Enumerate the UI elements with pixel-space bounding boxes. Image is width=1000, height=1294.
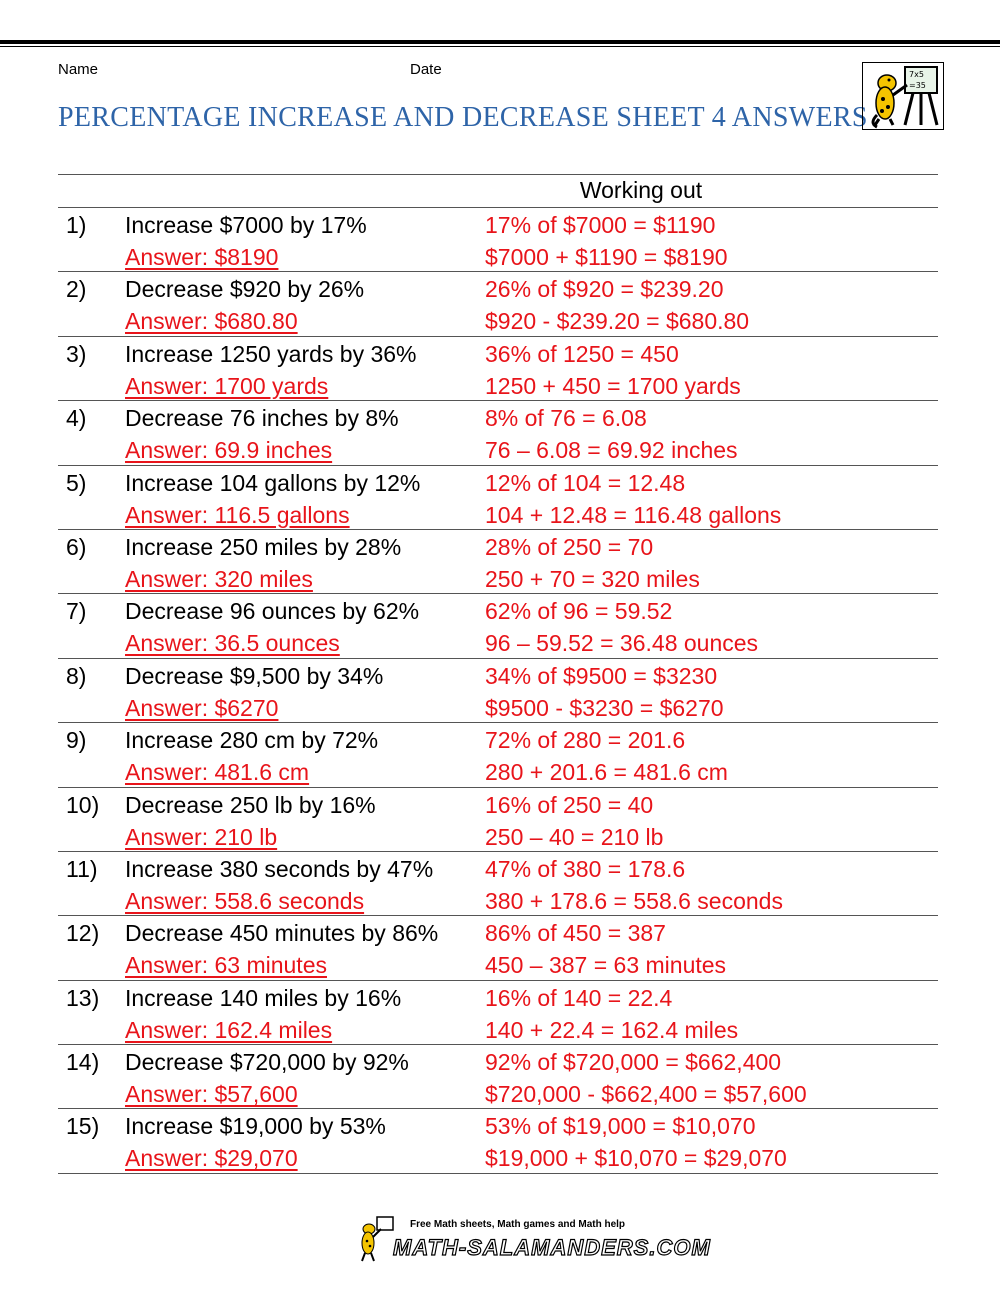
working-line-2: $19,000 + $10,070 = $29,070 bbox=[485, 1145, 787, 1172]
working-line-1: 16% of 140 = 22.4 bbox=[485, 984, 673, 1011]
question-text: Decrease $920 by 26% bbox=[125, 276, 365, 303]
question-text: Decrease 96 ounces by 62% bbox=[125, 598, 420, 625]
question-text: Decrease $720,000 by 92% bbox=[125, 1049, 409, 1076]
footer-brand: MATH-SALAMANDERS.COM bbox=[393, 1235, 711, 1260]
table-rows bbox=[58, 208, 938, 1174]
working-line-1: 17% of $7000 = $1190 bbox=[485, 212, 716, 238]
table-row bbox=[58, 594, 938, 658]
answer-text: Answer: 162.4 miles bbox=[125, 1016, 333, 1043]
answer-text: Answer: $8190 bbox=[125, 244, 279, 270]
question-number: 5) bbox=[66, 469, 87, 496]
date-label: Date bbox=[410, 61, 442, 78]
table-row bbox=[58, 1109, 938, 1173]
question-text: Increase 250 miles by 28% bbox=[125, 533, 402, 560]
working-line-2: 140 + 22.4 = 162.4 miles bbox=[485, 1016, 739, 1043]
footer-tagline: Free Math sheets, Math games and Math help bbox=[410, 1219, 626, 1230]
question-text: Increase 104 gallons by 12% bbox=[125, 469, 421, 496]
question-number: 3) bbox=[66, 340, 87, 367]
salamander-logo bbox=[862, 62, 944, 130]
name-label: Name bbox=[58, 61, 99, 78]
working-line-1: 26% of $920 = $239.20 bbox=[485, 276, 724, 303]
footer-salamander-icon bbox=[355, 1215, 395, 1263]
table-row bbox=[58, 916, 938, 980]
working-line-1: 36% of 1250 = 450 bbox=[485, 340, 679, 367]
answer-text: Answer: 1700 yards bbox=[125, 372, 329, 399]
question-text: Increase 280 cm by 72% bbox=[125, 727, 379, 754]
footer-logo bbox=[355, 1215, 711, 1265]
question-text: Decrease 250 lb by 16% bbox=[125, 791, 376, 818]
answer-text: Answer: 481.6 cm bbox=[125, 759, 310, 786]
working-line-2: 280 + 201.6 = 481.6 cm bbox=[485, 759, 728, 786]
table-row bbox=[58, 401, 938, 465]
question-text: Decrease 450 minutes by 86% bbox=[125, 920, 439, 947]
working-line-2: 380 + 178.6 = 558.6 seconds bbox=[485, 887, 783, 914]
answer-text: Answer: 320 miles bbox=[125, 565, 313, 592]
working-line-2: 250 + 70 = 320 miles bbox=[485, 565, 700, 592]
svg-text:=35: =35 bbox=[909, 81, 926, 90]
working-line-1: 16% of 250 = 40 bbox=[485, 791, 654, 818]
question-number: 6) bbox=[66, 533, 87, 560]
question-number: 7) bbox=[66, 598, 87, 625]
question-number: 10) bbox=[66, 791, 100, 818]
table-row bbox=[58, 723, 938, 787]
working-line-1: 8% of 76 = 6.08 bbox=[485, 405, 647, 432]
svg-text:7x5: 7x5 bbox=[909, 70, 924, 79]
working-line-1: 86% of 450 = 387 bbox=[485, 920, 666, 947]
table-row bbox=[58, 466, 938, 530]
working-line-2: 450 – 387 = 63 minutes bbox=[485, 952, 727, 979]
working-line-2: $9500 - $3230 = $6270 bbox=[485, 694, 724, 721]
question-number: 13) bbox=[66, 984, 100, 1011]
answer-text: Answer: 63 minutes bbox=[125, 952, 327, 979]
working-line-2: 1250 + 450 = 1700 yards bbox=[485, 372, 741, 399]
working-line-2: 76 – 6.08 = 69.92 inches bbox=[485, 437, 738, 464]
working-line-1: 47% of 380 = 178.6 bbox=[485, 855, 686, 882]
answer-text: Answer: 210 lb bbox=[125, 823, 278, 850]
working-line-1: 34% of $9500 = $3230 bbox=[485, 662, 718, 689]
table-row bbox=[58, 788, 938, 852]
question-number: 11) bbox=[66, 855, 98, 882]
top-rule-thin bbox=[0, 46, 1000, 47]
table-row bbox=[58, 272, 938, 336]
answer-text: Answer: 116.5 gallons bbox=[125, 501, 350, 528]
working-line-2: $7000 + $1190 = $8190 bbox=[485, 244, 728, 270]
answer-text: Answer: $57,600 bbox=[125, 1081, 298, 1108]
table-row bbox=[58, 337, 938, 401]
question-text: Increase $7000 by 17% bbox=[125, 212, 367, 238]
working-line-2: $720,000 - $662,400 = $57,600 bbox=[485, 1081, 807, 1108]
question-number: 12) bbox=[66, 920, 100, 947]
table-header bbox=[58, 175, 938, 208]
table-row bbox=[58, 852, 938, 916]
answer-text: Answer: 36.5 ounces bbox=[125, 630, 340, 657]
working-line-1: 53% of $19,000 = $10,070 bbox=[485, 1113, 756, 1140]
working-line-2: 104 + 12.48 = 116.48 gallons bbox=[485, 501, 782, 528]
question-number: 4) bbox=[66, 405, 87, 432]
question-text: Increase 1250 yards by 36% bbox=[125, 340, 417, 367]
table-row bbox=[58, 659, 938, 723]
table-row bbox=[58, 1045, 938, 1109]
question-number: 15) bbox=[66, 1113, 100, 1140]
table-row bbox=[58, 208, 938, 272]
answer-text: Answer: $6270 bbox=[125, 694, 279, 721]
answer-text: Answer: $680.80 bbox=[125, 308, 298, 335]
working-line-1: 92% of $720,000 = $662,400 bbox=[485, 1049, 782, 1076]
table-row bbox=[58, 981, 938, 1045]
working-line-1: 28% of 250 = 70 bbox=[485, 533, 654, 560]
working-line-1: 62% of 96 = 59.52 bbox=[485, 598, 673, 625]
working-line-2: $920 - $239.20 = $680.80 bbox=[485, 308, 750, 335]
page-title: PERCENTAGE INCREASE AND DECREASE SHEET 4 ANSWERS bbox=[58, 102, 868, 133]
salamander-teacher-icon bbox=[863, 63, 943, 129]
working-line-2: 96 – 59.52 = 36.48 ounces bbox=[485, 630, 759, 657]
working-out-header: Working out bbox=[579, 177, 703, 203]
answer-text: Answer: $29,070 bbox=[125, 1145, 298, 1172]
question-text: Decrease $9,500 by 34% bbox=[125, 662, 384, 689]
answer-text: Answer: 558.6 seconds bbox=[125, 887, 365, 914]
table-row bbox=[58, 530, 938, 594]
question-text: Increase 140 miles by 16% bbox=[125, 984, 402, 1011]
working-line-1: 72% of 280 = 201.6 bbox=[485, 727, 686, 754]
question-number: 14) bbox=[66, 1049, 100, 1076]
question-text: Increase $19,000 by 53% bbox=[125, 1113, 386, 1140]
question-number: 2) bbox=[66, 276, 87, 303]
question-number: 8) bbox=[66, 662, 87, 689]
answers-table bbox=[58, 174, 938, 1174]
answer-text: Answer: 69.9 inches bbox=[125, 437, 333, 464]
question-number: 1) bbox=[66, 212, 87, 238]
working-line-1: 12% of 104 = 12.48 bbox=[485, 469, 686, 496]
working-line-2: 250 – 40 = 210 lb bbox=[485, 823, 664, 850]
question-text: Decrease 76 inches by 8% bbox=[125, 405, 399, 432]
question-text: Increase 380 seconds by 47% bbox=[125, 855, 434, 882]
question-number: 9) bbox=[66, 727, 87, 754]
top-rule bbox=[0, 40, 1000, 44]
